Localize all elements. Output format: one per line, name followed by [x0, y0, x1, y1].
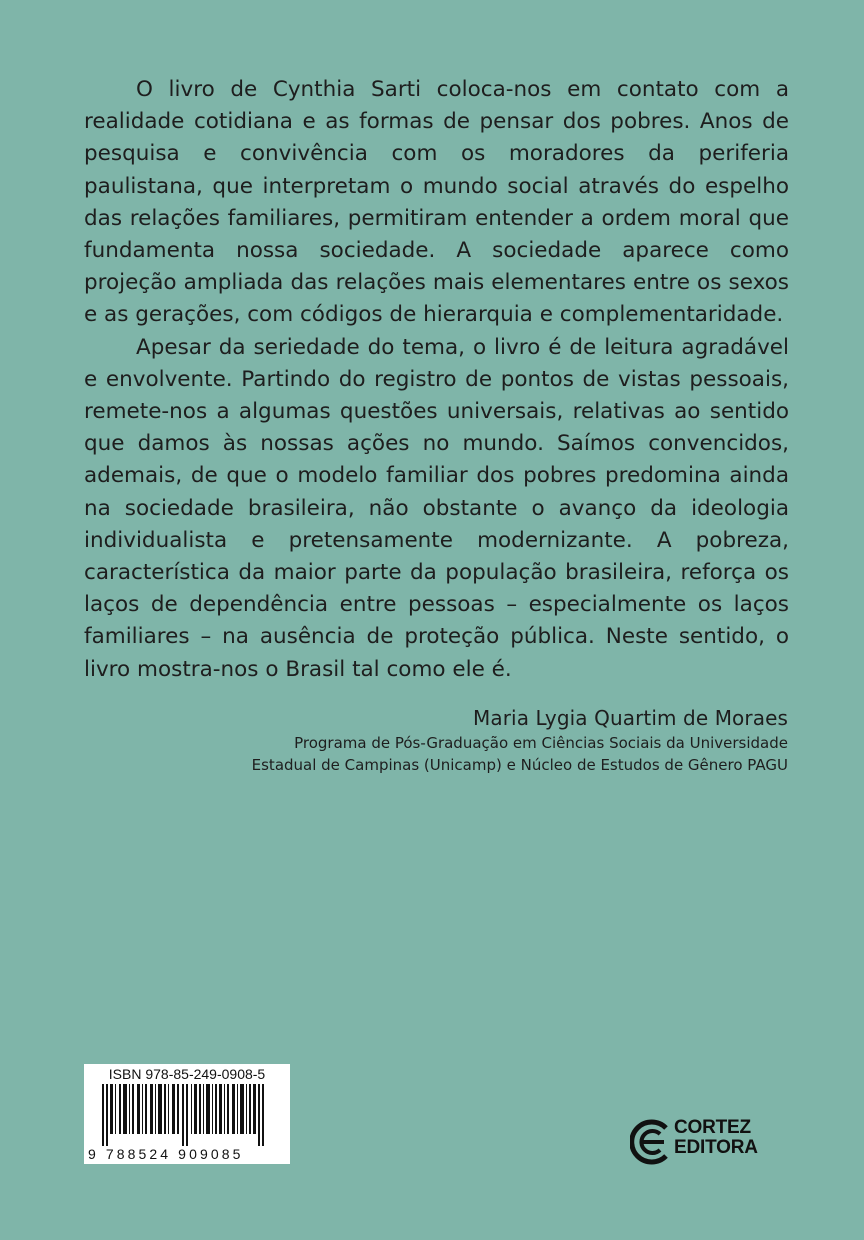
publisher-wordmark-line-2: EDITORA: [674, 1137, 758, 1158]
barcode-bars: [102, 1084, 272, 1146]
publisher-wordmark: [674, 1118, 758, 1158]
publisher-logo: [630, 1118, 770, 1168]
blurb-paragraph-1: O livro de Cynthia Sarti coloca-nos em contato com a realidade cotidiana e as formas de pensar dos pobres. Anos de pesquisa e convivência com os moradores da periferia paulistana, que interpretam o mundo social através do espelho das relações familiares, permitiram entender a ordem moral que fundamenta nossa sociedade. A sociedade aparece como projeção ampliada das relações mais elementares entre os sexos e as gerações, com códigos de hierarquia e complementaridade.: [84, 77, 789, 328]
isbn-label: ISBN 978-85-249-0908-5: [108, 1066, 266, 1082]
publisher-wordmark-line-1: CORTEZ: [674, 1117, 751, 1138]
back-cover-blurb: [84, 74, 789, 686]
author-affiliation-line-1: Programa de Pós-Graduação em Ciências Sociais da Universidade: [294, 734, 788, 752]
author-name: Maria Lygia Quartim de Moraes: [473, 706, 788, 730]
author-credit: [252, 704, 788, 776]
author-affiliation-line-2: Estadual de Campinas (Unicamp) e Núcleo de Estudos de Gênero PAGU: [251, 756, 788, 774]
barcode-digits: 9 788524 909085: [88, 1146, 244, 1162]
cortez-logo-icon: [630, 1118, 674, 1166]
blurb-paragraph-2: Apesar da seriedade do tema, o livro é de leitura agradável e envolvente. Partindo do registro de pontos de vistas pessoais, remete-nos a algumas questões universais, relativas ao sentido que damos às nossas ações no mundo. Saímos convencidos, ademais, de que o modelo familiar dos pobres predomina ainda na sociedade brasileira, não obstante o avanço da ideologia individualista e pretensamente modernizante. A pobreza, característica da maior parte da população brasileira, reforça os laços de dependência entre pessoas – especialmente os laços familiares – na ausência de proteção pública. Neste sentido, o livro mostra-nos o Brasil tal como ele é.: [84, 334, 789, 682]
isbn-barcode: [84, 1064, 290, 1164]
